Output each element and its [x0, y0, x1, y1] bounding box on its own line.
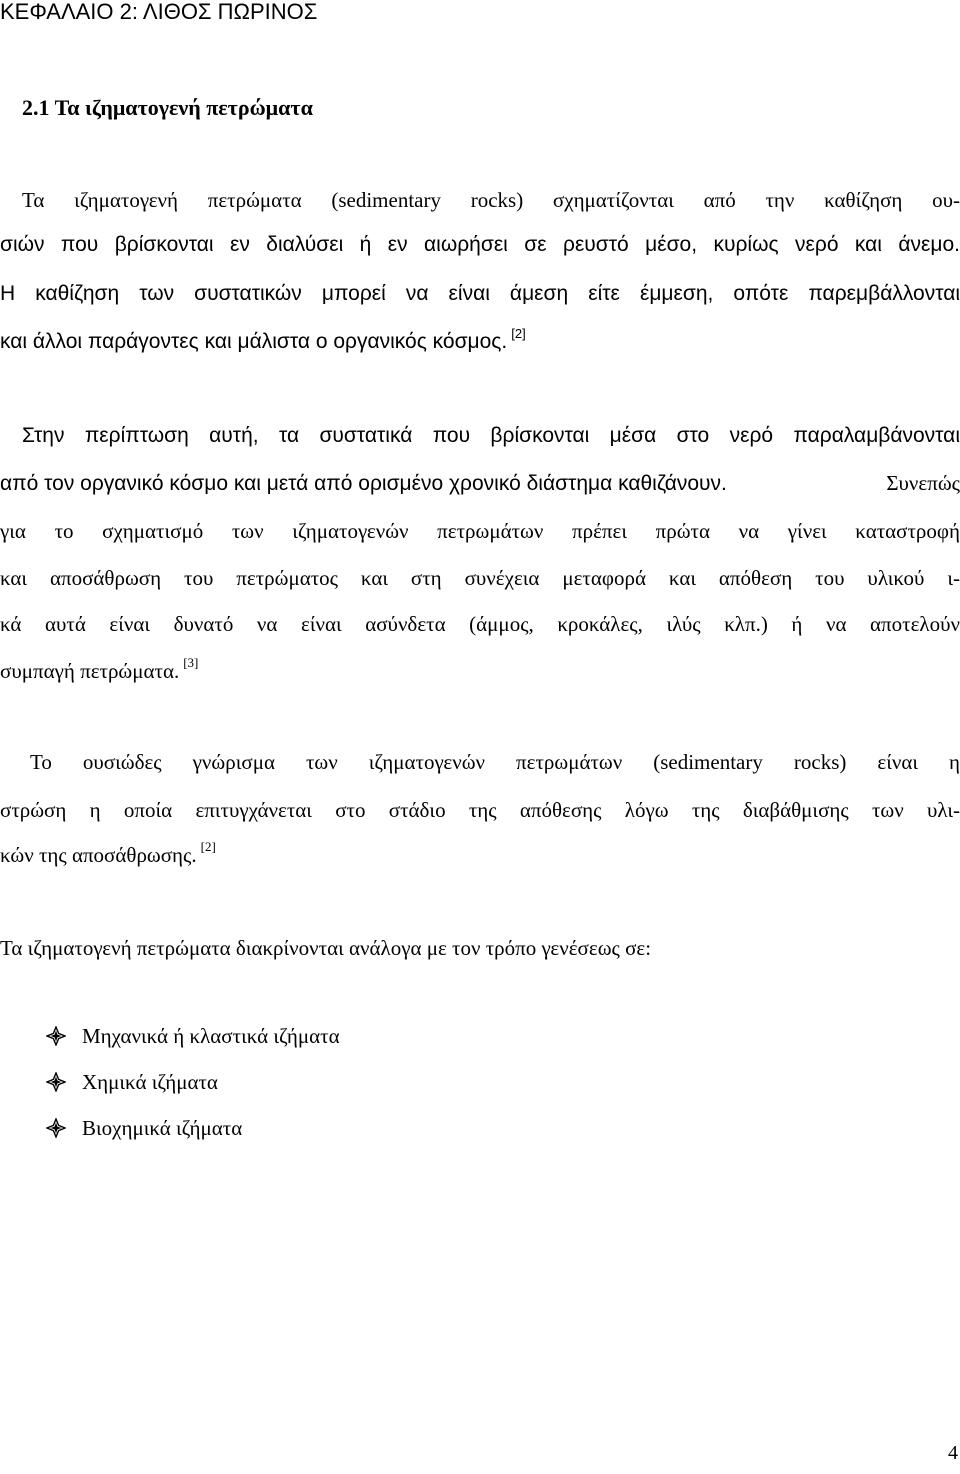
citation-ref: [2] — [200, 839, 216, 854]
paragraph-3-line-3-text: κών της αποσάθρωσης. — [0, 843, 197, 867]
paragraph-2-line-2-text: από τον οργανικό κόσμο και μετά από ορισμένο χρονικό διάστημα καθιζάνουν. — [0, 472, 727, 495]
diamond-bullet-icon — [46, 1072, 66, 1092]
citation-ref: [3] — [183, 655, 199, 670]
paragraph-2-line-1: Στην περίπτωση αυτή, τα συστατικά που βρίσκονται μέσα στο νερό παραλαμβάνονται — [22, 424, 960, 447]
page-number: 4 — [948, 1442, 958, 1464]
list-item — [46, 1024, 340, 1048]
paragraph-2-line-3: για το σχηματισμό των ιζηματογενών πετρωμάτων πρέπει πρώτα να γίνει καταστροφή — [0, 519, 960, 543]
list-item — [46, 1116, 242, 1140]
paragraph-2-line-5: κά αυτά είναι δυνατό να είναι ασύνδετα (άμμος, κροκάλες, ιλύς κλπ.) ή να αποτελούν — [0, 612, 960, 636]
paragraph-1-line-2: σιών που βρίσκονται εν διαλύσει ή εν αιωρήσει σε ρευστό μέσο, κυρίως νερό και άνεμο. — [0, 233, 960, 256]
section-title: 2.1 Τα ιζηματογενή πετρώματα — [22, 95, 313, 120]
citation-ref: [2] — [511, 326, 526, 341]
diamond-bullet-icon — [46, 1026, 66, 1046]
paragraph-3-line-3 — [0, 839, 216, 867]
paragraph-2-line-4: και αποσάθρωση του πετρώματος και στη συνέχεια μεταφορά και απόθεση του υλικού ι- — [0, 566, 960, 590]
list-item-label: Χημικά ιζήματα — [82, 1070, 218, 1094]
list-item-label: Μηχανικά ή κλαστικά ιζήματα — [82, 1024, 340, 1048]
paragraph-4: Τα ιζηματογενή πετρώματα διακρίνονται ανάλογα με τον τρόπο γενέσεως σε: — [0, 936, 652, 960]
paragraph-3-line-2: στρώση η οποία επιτυγχάνεται στο στάδιο της απόθεσης λόγω της διαβάθμισης των υλι- — [0, 798, 960, 822]
diamond-bullet-icon — [46, 1118, 66, 1138]
paragraph-3-line-1: Το ουσιώδες γνώρισμα των ιζηματογενών πετρωμάτων (sedimentary rocks) είναι η — [30, 750, 960, 774]
paragraph-2-line-6-text: συμπαγή πετρώματα. — [0, 659, 180, 683]
paragraph-2-line-6 — [0, 655, 199, 683]
chapter-title: ΚΕΦΑΛΑΙΟ 2: ΛΙΘΟΣ ΠΩΡΙΝΟΣ — [0, 0, 318, 24]
paragraph-2-line-2-end: Συνεπώς — [886, 471, 960, 495]
paragraph-2-line-2 — [0, 471, 960, 496]
paragraph-1-line-3: Η καθίζηση των συστατικών μπορεί να είναι άμεση είτε έμμεση, οπότε παρεμβάλλονται — [0, 282, 960, 305]
paragraph-1-line-4 — [0, 326, 526, 354]
list-item-label: Βιοχημικά ιζήματα — [82, 1116, 243, 1140]
list-item — [46, 1070, 218, 1094]
paragraph-1-line-4-text: και άλλοι παράγοντες και μάλιστα ο οργανικός κόσμος. — [0, 330, 508, 353]
paragraph-1-line-1: Τα ιζηματογενή πετρώματα (sedimentary rocks) σχηματίζονται από την καθίζηση ου- — [22, 188, 960, 212]
